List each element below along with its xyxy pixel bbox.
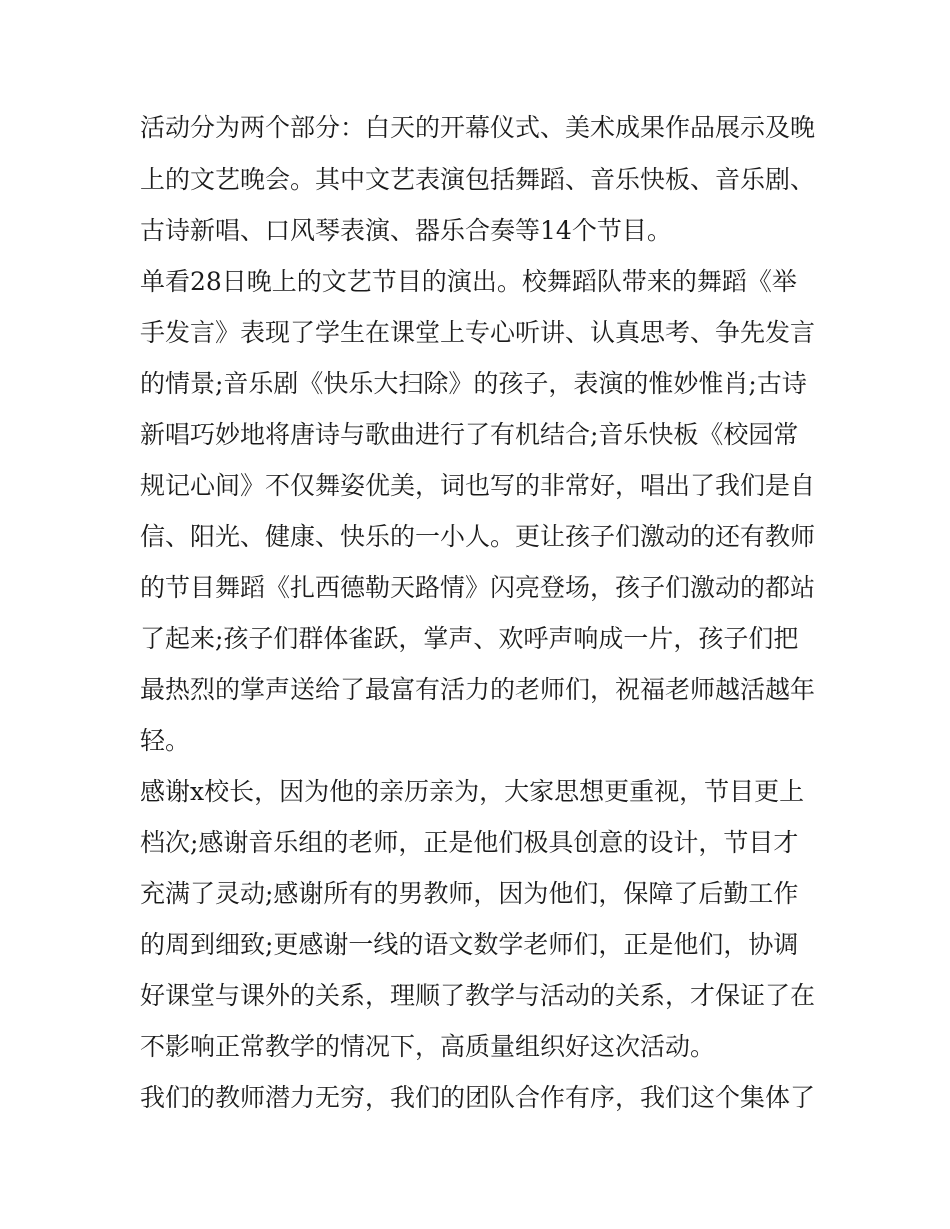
text-line: 最热烈的掌声送给了最富有活力的老师们，祝福老师越活越年: [140, 675, 816, 704]
text-line: 活动分为两个部分：白天的开幕仪式、美术成果作品展示及晚: [140, 113, 816, 142]
text-line: 档次;感谢音乐组的老师，正是他们极具创意的设计，节目才: [140, 828, 799, 857]
text-line: 古诗新唱、口风琴表演、器乐合奏等14个节目。: [140, 216, 672, 245]
text-line: 充满了灵动;感谢所有的男教师，因为他们，保障了后勤工作: [140, 879, 799, 908]
text-line: 规记心间》不仅舞姿优美，词也写的非常好，唱出了我们是自: [140, 471, 816, 500]
text-line: 上的文艺晚会。其中文艺表演包括舞蹈、音乐快板、音乐剧、: [140, 165, 816, 194]
text-line: 轻。: [140, 726, 191, 755]
text-line: 的节目舞蹈《扎西德勒天路情》闪亮登场，孩子们激动的都站: [140, 573, 816, 602]
text-line: 好课堂与课外的关系，理顺了教学与活动的关系，才保证了在: [140, 981, 816, 1010]
text-line: 不影响正常教学的情况下，高质量组织好这次活动。: [140, 1032, 716, 1061]
text-line: 的情景;音乐剧《快乐大扫除》的孩子，表演的惟妙惟肖;古诗: [140, 369, 807, 398]
text-line: 了起来;孩子们群体雀跃，掌声、欢呼声响成一片，孩子们把: [140, 624, 799, 653]
text-line: 我们的教师潜力无穷，我们的团队合作有序，我们这个集体了: [140, 1083, 816, 1112]
text-line: 的周到细致;更感谢一线的语文数学老师们，正是他们，协调: [140, 930, 799, 959]
text-line: 感谢x校长，因为他的亲历亲为，大家思想更重视，节目更上: [140, 777, 805, 806]
text-line: 手发言》表现了学生在课堂上专心听讲、认真思考、争先发言: [140, 318, 816, 347]
text-line: 新唱巧妙地将唐诗与歌曲进行了有机结合;音乐快板《校园常: [140, 420, 799, 449]
text-line: 单看28日晚上的文艺节目的演出。校舞蹈队带来的舞蹈《举: [140, 267, 797, 296]
text-line: 信、阳光、健康、快乐的一小人。更让孩子们激动的还有教师: [140, 522, 816, 551]
